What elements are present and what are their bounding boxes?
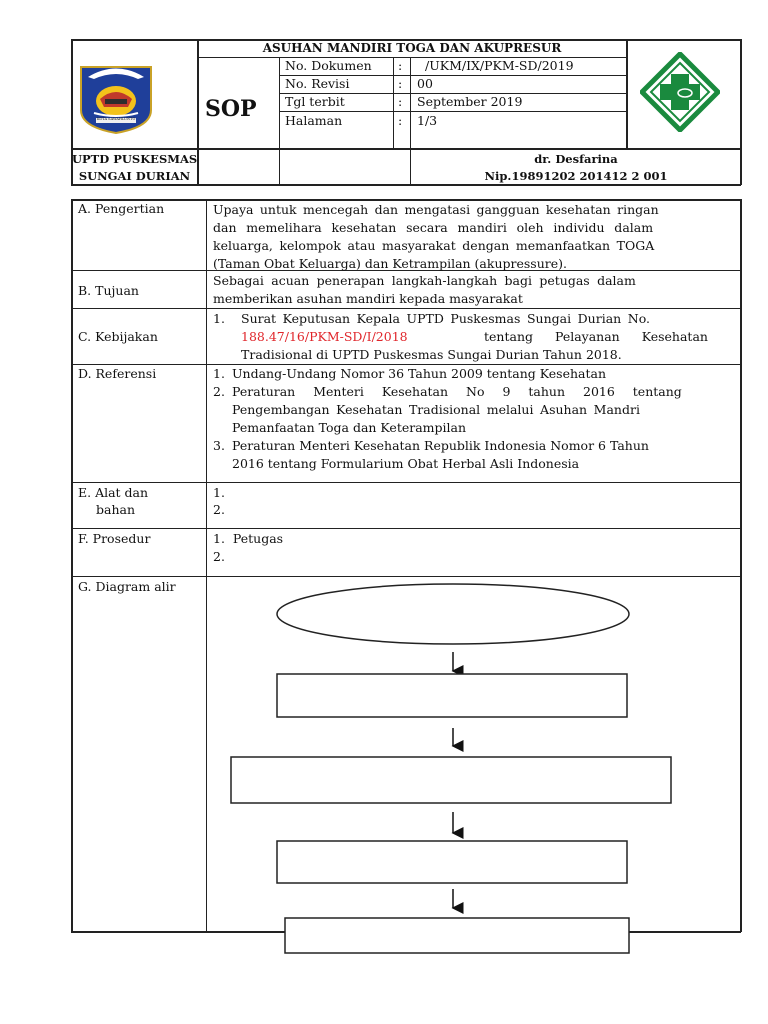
meta-value: 00	[417, 76, 433, 91]
section-label-prosedur: F. Prosedur	[78, 531, 151, 546]
meta-sep: :	[398, 76, 403, 91]
flow-step-box	[285, 918, 629, 953]
text-line: Undang-Undang Nomor 36 Tahun 2009 tentang Kesehatan	[232, 366, 606, 381]
meta-label: Tgl terbit	[285, 94, 345, 109]
meta-value: September 2019	[417, 94, 523, 109]
meta-sep: :	[398, 113, 403, 128]
signer-name: dr. Desfarina	[534, 152, 618, 166]
flow-start-terminal	[277, 584, 629, 644]
text-line: Pemanfaatan Toga dan Keterampilan	[232, 420, 467, 435]
text-line: memberikan asuhan mandiri kepada masyarakat	[213, 291, 523, 306]
meta-label: No. Revisi	[285, 76, 350, 91]
section-label-diagram: G. Diagram alir	[78, 579, 176, 594]
text-line: dan memelihara kesehatan secara mandiri oleh individu dalam	[213, 220, 654, 235]
unit-name-line2: SUNGAI DURIAN	[78, 169, 191, 183]
text-line: 2016 tentang Formularium Obat Herbal Asli Indonesia	[232, 456, 580, 471]
sop-label: SOP	[205, 96, 257, 122]
text-line: (Taman Obat Keluarga) dan Ketrampilan (akupressure).	[213, 256, 567, 271]
text-line: keluarga, kelompok atau masyarakat dengan memanfaatkan TOGA	[213, 238, 655, 253]
section-label-tujuan: B. Tujuan	[78, 283, 139, 298]
section-label-pengertian: A. Pengertian	[78, 201, 165, 216]
text-line: tentang Pelayanan Kesehatan	[484, 329, 708, 344]
meta-sep: :	[398, 94, 403, 109]
logo-caption: KOTA SAWAHLUNTO	[97, 117, 136, 121]
text-line: Peraturan Menteri Kesehatan Republik Indonesia Nomor 6 Tahun	[232, 438, 649, 453]
text-line: Peraturan Menteri Kesehatan No 9 tahun 2016 tentang	[232, 384, 682, 399]
list-number: 2.	[213, 384, 225, 399]
flow-step-box	[277, 841, 627, 883]
signer-nip: Nip.19891202 201412 2 001	[484, 169, 668, 183]
unit-name-line1: UPTD PUSKESMAS	[72, 152, 198, 166]
section-label-kebijakan: C. Kebijakan	[78, 329, 158, 344]
section-label-bahan: bahan	[96, 502, 136, 517]
text-line: Surat Keputusan Kepala UPTD Puskesmas Sungai Durian No.	[241, 311, 650, 326]
meta-label: Halaman	[285, 113, 343, 128]
flow-step-box	[231, 757, 671, 803]
list-number: 1.	[213, 311, 225, 326]
text-line: Upaya untuk mencegah dan mengatasi gangguan kesehatan ringan	[213, 202, 659, 217]
reference-number-red: 188.47/16/PKM-SD/I/2018	[241, 329, 408, 344]
section-label-referensi: D. Referensi	[78, 366, 157, 381]
meta-value: 1/3	[417, 113, 438, 128]
list-number: 1.	[213, 366, 225, 381]
list-number: 3.	[213, 438, 225, 453]
text-line: Pengembangan Kesehatan Tradisional melalui Asuhan Mandri	[232, 402, 640, 417]
meta-label: No. Dokumen	[285, 58, 372, 73]
document-title: ASUHAN MANDIRI TOGA DAN AKUPRESUR	[262, 41, 562, 55]
text-line: Sebagai acuan penerapan langkah-langkah bagi petugas dalam	[213, 273, 636, 288]
list-number: 2.	[213, 502, 225, 517]
list-item: 1. Petugas	[213, 531, 284, 546]
flow-step-box	[277, 674, 627, 717]
text-line: Tradisional di UPTD Puskesmas Sungai Durian Tahun 2018.	[241, 347, 622, 362]
list-number: 2.	[213, 549, 225, 564]
list-number: 1.	[213, 485, 225, 500]
section-label-alat: E. Alat dan	[78, 485, 149, 500]
meta-sep: :	[398, 58, 403, 73]
meta-value: /UKM/IX/PKM-SD/2019	[425, 58, 574, 73]
